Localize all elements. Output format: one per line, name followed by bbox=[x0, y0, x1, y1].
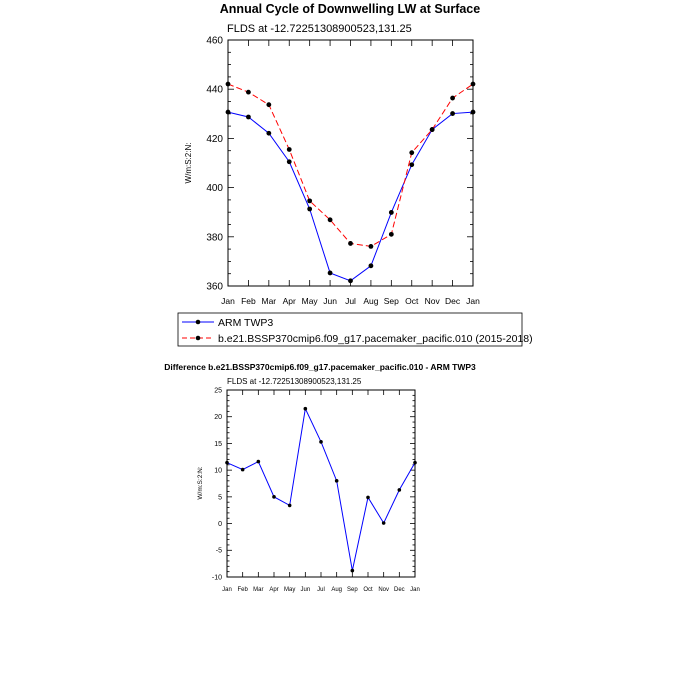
top-chart-legend bbox=[178, 313, 533, 346]
bottom-chart-x-tick-label: Dec bbox=[393, 587, 405, 593]
top-chart-series-0-point bbox=[266, 131, 271, 136]
bottom-chart-subtitle: FLDS at -12.72251308900523,131.25 bbox=[227, 377, 362, 386]
bottom-chart-x-tick-label: Jan bbox=[222, 587, 232, 593]
legend-marker-arm bbox=[196, 320, 201, 325]
top-chart-series-0-point bbox=[246, 115, 251, 120]
bottom-chart-series-0-point bbox=[398, 488, 402, 492]
bottom-chart-series-0-point bbox=[366, 496, 370, 500]
bottom-chart-plot-frame bbox=[227, 390, 415, 577]
top-chart-series-1-point bbox=[409, 150, 414, 155]
top-chart-series-1-point bbox=[226, 82, 231, 87]
top-chart-x-tick-label: Feb bbox=[241, 296, 256, 306]
top-chart-y-tick-label: 460 bbox=[206, 35, 223, 47]
top-chart-series-1-point bbox=[246, 90, 251, 95]
top-chart-series-0-point bbox=[409, 162, 414, 167]
bottom-chart-y-tick-label: 25 bbox=[214, 387, 222, 395]
top-chart-y-tick-label: 380 bbox=[206, 232, 223, 244]
bottom-chart-series-0-point bbox=[225, 461, 229, 465]
top-chart-x-tick-label: Dec bbox=[445, 296, 461, 306]
top-chart-series-0-point bbox=[226, 110, 231, 115]
top-chart-y-tick-label: 360 bbox=[206, 281, 223, 293]
top-chart-series-1-point bbox=[369, 244, 374, 249]
top-chart-series-0-point bbox=[389, 210, 394, 215]
top-chart-series-1-point bbox=[266, 102, 271, 107]
bottom-chart-series-0-point bbox=[241, 468, 245, 472]
bottom-chart-x-tick-label: May bbox=[283, 587, 296, 593]
top-chart-x-tick-label: Oct bbox=[405, 296, 419, 306]
bottom-chart-y-tick-label: 5 bbox=[218, 494, 222, 502]
top-chart-x-tick-label: Aug bbox=[363, 296, 379, 306]
bottom-chart-ylabel: W/m:S:2:N: bbox=[197, 466, 204, 500]
bottom-chart-x-tick-label: Mar bbox=[253, 587, 264, 593]
top-chart-y-tick-label: 400 bbox=[206, 183, 223, 195]
top-chart-x-tick-label: Jun bbox=[323, 296, 337, 306]
bottom-chart-series-0-point bbox=[272, 495, 276, 499]
top-chart-x-tick-label: May bbox=[301, 296, 318, 306]
top-chart-series-1-point bbox=[471, 82, 476, 87]
top-chart-series-0-point bbox=[307, 207, 312, 212]
top-chart-series-1-point bbox=[287, 147, 292, 152]
top-chart-series-0-point bbox=[369, 263, 374, 268]
bottom-chart-x-tick-label: Jun bbox=[300, 587, 311, 593]
top-chart-series-0-point bbox=[450, 111, 455, 116]
legend-marker-model bbox=[196, 336, 201, 341]
bottom-chart-series-0-line bbox=[227, 409, 415, 571]
top-chart-series-1-point bbox=[450, 96, 455, 101]
top-chart-series-1-point bbox=[307, 198, 312, 203]
top-chart-x-tick-label: Jul bbox=[345, 296, 356, 306]
top-chart-series-1-point bbox=[348, 241, 353, 246]
bottom-chart-series-0-point bbox=[351, 569, 355, 573]
bottom-chart-x-tick-label: Nov bbox=[378, 587, 390, 593]
top-chart-x-tick-label: Nov bbox=[424, 296, 440, 306]
bottom-chart-x-tick-label: Jan bbox=[410, 587, 420, 593]
top-chart-plot-frame bbox=[228, 40, 473, 286]
top-chart-series-0-point bbox=[471, 110, 476, 115]
bottom-chart-y-tick-label: 15 bbox=[214, 440, 222, 448]
legend-label-arm: ARM TWP3 bbox=[218, 317, 274, 329]
top-chart-x-tick-label: Apr bbox=[282, 296, 296, 306]
top-chart-y-tick-label: 420 bbox=[206, 133, 223, 145]
top-chart-x-tick-label: Jan bbox=[221, 296, 235, 306]
bottom-chart-title: Difference b.e21.BSSP370cmip6.f09_g17.pacemaker_pacific.010 - ARM TWP3 bbox=[164, 362, 476, 372]
bottom-chart-series-0-point bbox=[413, 461, 417, 465]
bottom-chart-series-0-point bbox=[335, 479, 339, 483]
bottom-chart-x-tick-label: Oct bbox=[363, 587, 373, 593]
bottom-chart-x-tick-label: Sep bbox=[346, 587, 358, 593]
bottom-chart-x-tick-label: Feb bbox=[237, 587, 248, 593]
top-chart-series-1-point bbox=[389, 232, 394, 237]
bottom-chart-x-tick-label: Aug bbox=[331, 587, 343, 593]
top-chart-series-0-line bbox=[228, 112, 473, 281]
bottom-chart-series-0-point bbox=[257, 460, 261, 464]
bottom-chart-x-tick-label: Jul bbox=[317, 587, 325, 593]
top-chart-series-0-point bbox=[328, 271, 333, 276]
top-chart-series-1-line bbox=[228, 84, 473, 246]
legend-label-model: b.e21.BSSP370cmip6.f09_g17.pacemaker_pacific.010 (2015-2018) bbox=[218, 333, 533, 345]
bottom-chart-series-0-point bbox=[288, 504, 292, 508]
top-chart-series-0-point bbox=[348, 278, 353, 283]
top-chart-series-1-point bbox=[328, 217, 333, 222]
bottom-chart-y-tick-label: -10 bbox=[211, 574, 222, 582]
bottom-chart-x-tick-label: Apr bbox=[269, 587, 279, 593]
top-chart-subtitle: FLDS at -12.72251308900523,131.25 bbox=[227, 23, 412, 35]
bottom-chart-series-0-point bbox=[304, 407, 308, 411]
bottom-chart-series-0-point bbox=[319, 440, 323, 444]
top-chart-title: Annual Cycle of Downwelling LW at Surface bbox=[219, 2, 481, 16]
top-chart-series-0-point bbox=[287, 159, 292, 164]
top-chart-ylabel: W/m:S:2:N: bbox=[184, 142, 193, 184]
top-chart-y-tick-label: 440 bbox=[206, 84, 223, 96]
top-chart-x-tick-label: Jan bbox=[466, 296, 480, 306]
top-chart-x-tick-label: Mar bbox=[261, 296, 277, 306]
bottom-chart-y-tick-label: -5 bbox=[215, 547, 222, 555]
top-chart-plot bbox=[206, 36, 480, 307]
bottom-chart-y-tick-label: 20 bbox=[214, 414, 222, 422]
top-chart-series-1-point bbox=[430, 127, 435, 132]
bottom-chart-plot bbox=[212, 387, 420, 593]
bottom-chart-y-tick-label: 0 bbox=[218, 521, 222, 529]
top-chart-x-tick-label: Sep bbox=[383, 296, 399, 306]
bottom-chart-y-tick-label: 10 bbox=[214, 467, 222, 475]
bottom-chart-series-0-point bbox=[382, 521, 386, 525]
